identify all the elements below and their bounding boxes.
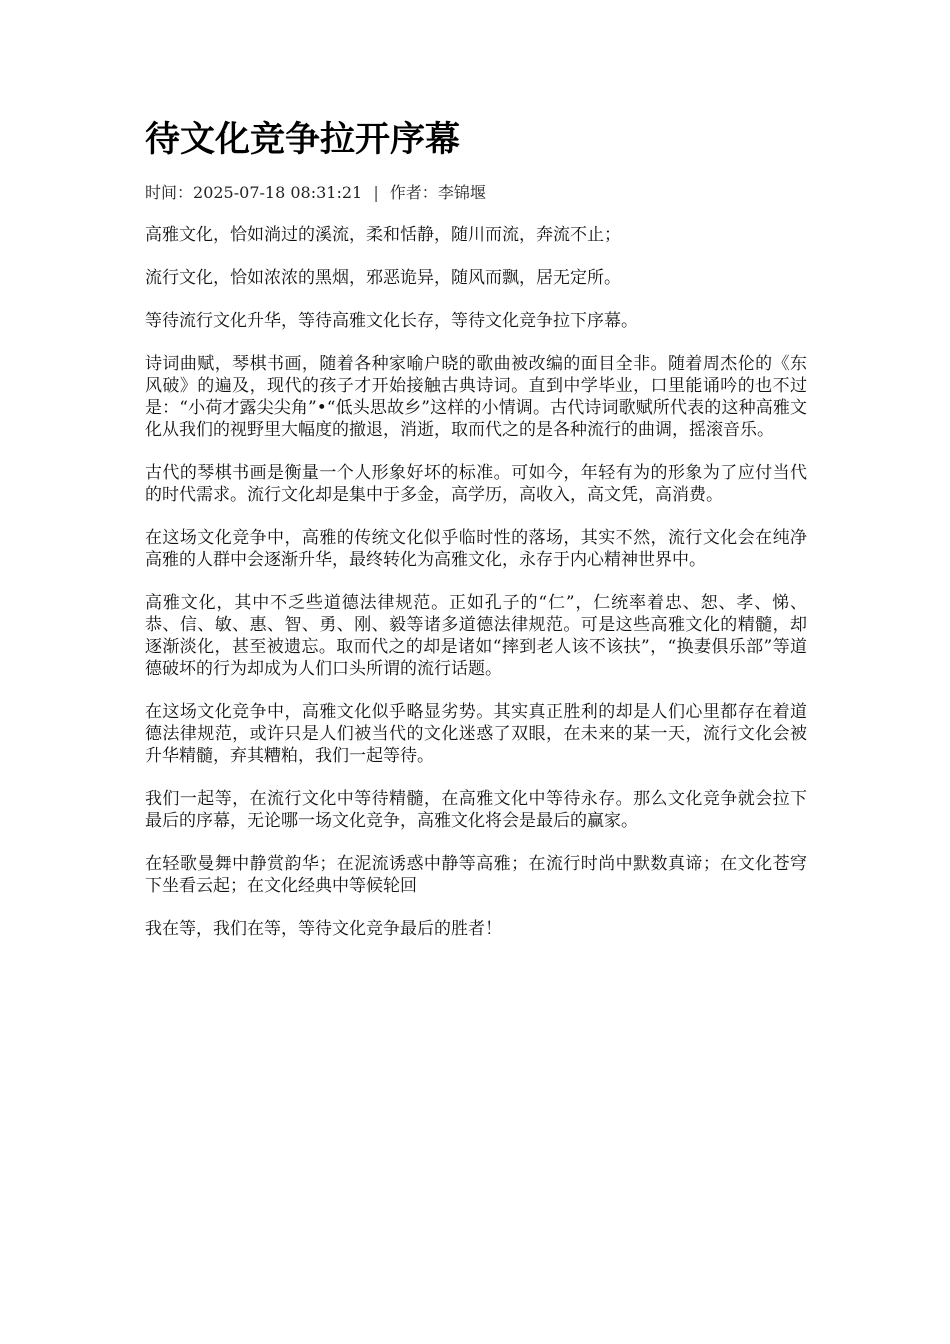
paragraph: 高雅文化，其中不乏些道德法律规范。正如孔子的“仁”，仁统率着忠、恕、孝、悌、恭、信、敏、惠、智、勇、刚、毅等诸多道德法律规范。可是这些高雅文化的精髓，却逐渐淡化，甚至被遗忘。取而代之的却是诸如“摔到老人该不该扶”，“换妻俱乐部”等道德破坏的行为却成为人们口头所谓的流行话题。 (145, 593, 807, 679)
paragraph: 我在等，我们在等，等待文化竞争最后的胜者！ (145, 919, 502, 939)
paragraph: 我们一起等，在流行文化中等待精髓，在高雅文化中等待永存。那么文化竞争就会拉下最后的序幕，无论哪一场文化竞争，高雅文化将会是最后的赢家。 (145, 789, 807, 831)
author-name: 李锦堰 (437, 183, 486, 202)
article (145, 112, 807, 961)
paragraph: 等待流行文化升华，等待高雅文化长存，等待文化竞争拉下序幕。 (145, 311, 638, 331)
paragraph: 在轻歌曼舞中静赏韵华；在泥流诱惑中静等高雅；在流行时尚中默数真谛；在文化苍穹下坐看云起；在文化经典中等候轮回 (145, 854, 807, 896)
author-label: 作者： (389, 183, 438, 202)
paragraph: 流行文化，恰如浓浓的黑烟，邪恶诡异，随风而飘，居无定所。 (145, 268, 621, 288)
meta-separator: | (373, 183, 379, 202)
paragraph: 在这场文化竞争中，高雅的传统文化似乎临时性的落场，其实不然，流行文化会在纯净高雅的人群中会逐渐升华，最终转化为高雅文化，永存于内心精神世界中。 (145, 528, 807, 570)
time-label: 时间： (145, 183, 194, 202)
article-title: 待文化竞争拉开序幕 (145, 120, 461, 160)
article-meta (145, 182, 807, 204)
paragraph: 在这场文化竞争中，高雅文化似乎略显劣势。其实真正胜利的却是人们心里都存在着道德法律规范，或许只是人们被当代的文化迷惑了双眼，在未来的某一天，流行文化会被升华精髓，弃其糟粕，我们一起等待。 (145, 702, 807, 766)
paragraph: 古代的琴棋书画是衡量一个人形象好坏的标准。可如今，年轻有为的形象为了应付当代的时代需求。流行文化却是集中于多金，高学历，高收入，高文凭，高消费。 (145, 463, 807, 505)
paragraph: 诗词曲赋，琴棋书画，随着各种家喻户晓的歌曲被改编的面目全非。随着周杰伦的《东风破》的遍及，现代的孩子才开始接触古典诗词。直到中学毕业，口里能诵吟的也不过是：“小荷才露尖尖角”•“低头思故乡”这样的小情调。古代诗词歌赋所代表的这种高雅文化从我们的视野里大幅度的撤退，消逝，取而代之的是各种流行的曲调，摇滚音乐。 (145, 354, 807, 440)
paragraph: 高雅文化，恰如淌过的溪流，柔和恬静，随川而流，奔流不止； (145, 225, 621, 245)
publish-time: 2025-07-18 08:31:21 (193, 183, 363, 202)
article-body (145, 224, 807, 940)
